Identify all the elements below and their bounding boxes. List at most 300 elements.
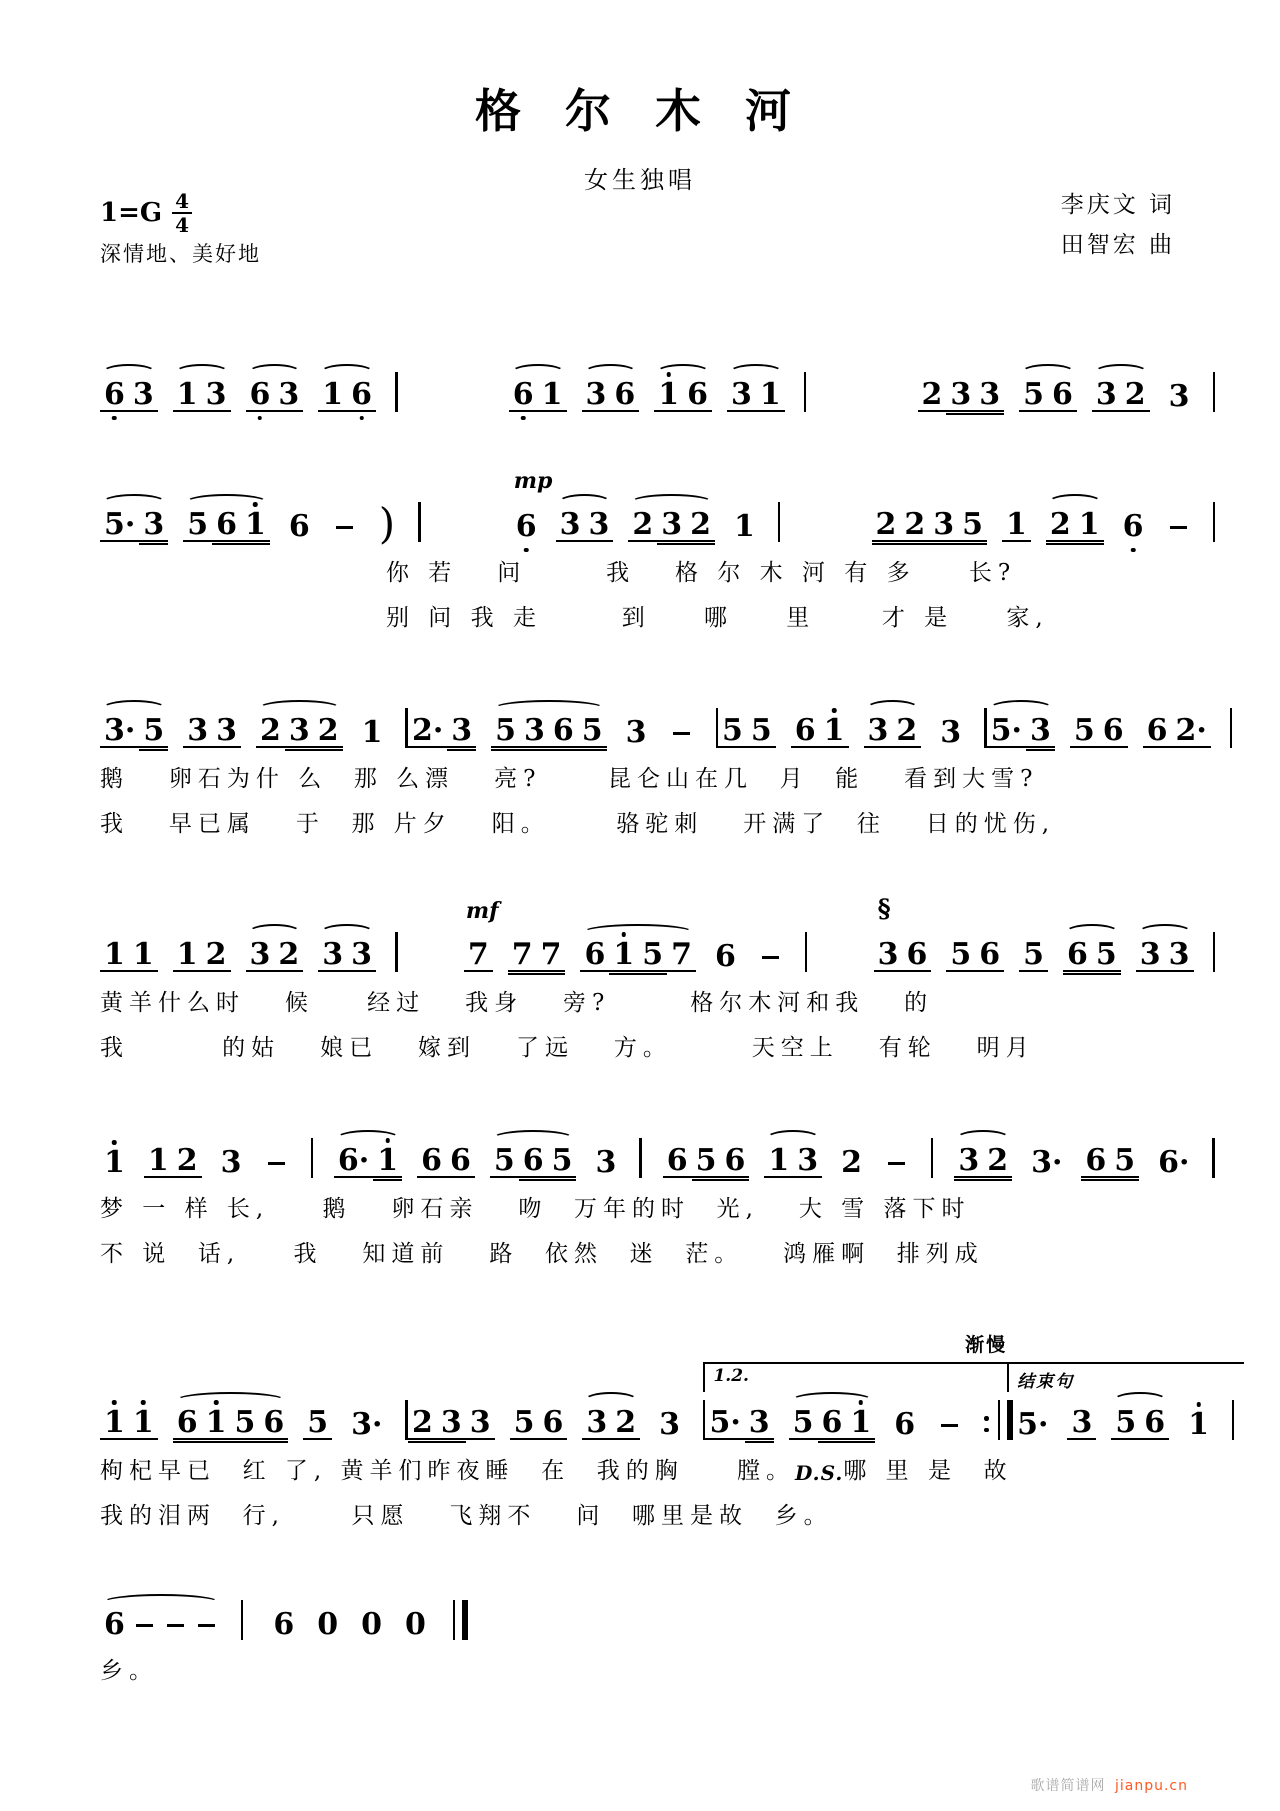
note: 6	[663, 1145, 692, 1178]
note-group	[755, 956, 786, 973]
note: 5·	[100, 509, 139, 542]
note-group	[1111, 1407, 1169, 1440]
augmentation-dot: ·	[1196, 713, 1207, 748]
note-group	[318, 939, 376, 972]
augmentation-dot: ·	[432, 713, 444, 748]
note: 1	[820, 715, 849, 748]
note: 3	[595, 1145, 617, 1180]
note: 3	[954, 1145, 983, 1178]
dash-note	[136, 1624, 153, 1628]
note: 1	[100, 1407, 129, 1440]
note: 3	[745, 1407, 774, 1440]
repeat-dot	[984, 1428, 989, 1433]
note: 6	[903, 939, 932, 972]
note: 6	[1119, 511, 1148, 542]
augmentation-dot: ·	[358, 1143, 370, 1178]
barline	[1213, 502, 1216, 542]
barline-thick	[462, 1600, 468, 1640]
note-group	[1013, 1409, 1052, 1440]
note-group	[1092, 379, 1150, 412]
note: 3	[1092, 379, 1121, 412]
note-group	[318, 379, 376, 412]
note: 1	[318, 379, 347, 412]
note-group	[1143, 715, 1211, 748]
note-group	[100, 1147, 129, 1178]
note: 2	[1046, 509, 1075, 542]
measure	[987, 708, 1233, 748]
note: 5	[303, 1407, 332, 1440]
octave-dot-above	[666, 372, 671, 377]
note: 6	[1143, 715, 1172, 748]
note: 3·	[1031, 1145, 1063, 1180]
note-group	[1027, 1147, 1066, 1178]
measure	[705, 1366, 1013, 1442]
note: 3	[437, 1407, 466, 1440]
note-group	[1081, 1145, 1139, 1178]
note: 0	[405, 1607, 426, 1642]
note: 1	[100, 1147, 129, 1178]
note-group	[408, 1407, 495, 1440]
note: 3	[466, 1407, 495, 1440]
volta-bracket	[703, 1362, 1025, 1392]
repeat-dots	[984, 1416, 989, 1432]
note-group	[556, 509, 614, 542]
note: 5·	[987, 715, 1026, 748]
measure	[100, 1138, 313, 1178]
tempo-mood: 深情地、美好地	[100, 242, 261, 266]
note-group	[285, 511, 314, 542]
note-group	[655, 1409, 684, 1440]
octave-dot-above	[214, 1400, 219, 1405]
note: 5	[718, 715, 747, 748]
note: 1	[609, 939, 638, 972]
note: 0	[361, 1607, 382, 1642]
dash-note	[198, 1624, 215, 1628]
measure	[100, 1600, 243, 1640]
note: 1	[733, 509, 755, 544]
note: 1	[100, 939, 129, 972]
note: 3	[285, 715, 314, 748]
note-group	[987, 715, 1055, 748]
note-group	[1070, 715, 1128, 748]
measure	[663, 1138, 934, 1178]
measure	[408, 1400, 706, 1440]
note-group	[261, 1162, 292, 1179]
note: 0	[317, 1607, 339, 1642]
note: 3	[139, 509, 168, 542]
note: 3	[727, 379, 756, 412]
notes-row	[100, 464, 1215, 548]
note-group	[580, 939, 696, 972]
note: 6	[446, 1145, 475, 1178]
note: 6	[512, 511, 541, 542]
octave-dot-below	[524, 548, 529, 553]
note: 6	[100, 379, 129, 412]
note: 5	[578, 715, 607, 748]
note: 6	[894, 1407, 916, 1442]
dynamic-mf: mf	[465, 898, 499, 924]
note: 6	[975, 939, 1004, 972]
note-group	[491, 715, 607, 748]
octave-dot-below	[359, 416, 364, 421]
note: 5	[548, 1145, 577, 1178]
measure	[100, 499, 421, 548]
barline	[395, 372, 398, 412]
note: 1	[764, 1145, 793, 1178]
augmentation-dot: ·	[124, 713, 136, 748]
octave-dot-above	[832, 708, 837, 713]
note: 2	[408, 1407, 437, 1440]
note-group	[874, 939, 932, 972]
augmentation-dot: ·	[124, 507, 136, 542]
note: 3	[625, 715, 647, 750]
octave-dot-above	[859, 1400, 864, 1405]
note: 3	[940, 715, 962, 750]
note: 3	[1165, 939, 1194, 972]
lyric-text: 你 若 问 我 格 尔 木 河 有 多 长?	[386, 560, 1017, 586]
note: 6	[1063, 939, 1092, 972]
note: 5	[1019, 939, 1048, 972]
note: 3	[1067, 1407, 1096, 1440]
barline-thin	[998, 1400, 1001, 1440]
barline	[1230, 708, 1233, 748]
note: 3	[1026, 715, 1055, 748]
music-system	[100, 352, 1215, 412]
lyric-line	[100, 1223, 1215, 1268]
dash-note	[1170, 526, 1187, 530]
note: 5	[1070, 715, 1099, 748]
note-group	[303, 1407, 332, 1440]
parenthesis: )	[378, 499, 396, 548]
note: 2·	[408, 715, 447, 748]
note-group	[934, 1424, 965, 1441]
note: 5	[747, 715, 776, 748]
note-group	[313, 1609, 342, 1640]
song-subtitle: 女生独唱	[584, 166, 696, 194]
note: 6	[417, 1145, 446, 1178]
lyric-text: 我的泪两 行, 只愿 飞翔不 问 哪里是故 乡。	[100, 1503, 833, 1529]
barline	[931, 1138, 934, 1178]
dynamic-mp: mp	[513, 468, 553, 494]
augmentation-dot: ·	[1038, 1407, 1049, 1442]
music-system	[100, 1580, 1215, 1685]
measure	[965, 1334, 1234, 1442]
augmentation-dot: ·	[1011, 713, 1022, 748]
note-group	[890, 1409, 919, 1440]
note: 6	[104, 1607, 125, 1642]
note-group	[711, 941, 740, 972]
note: 3	[318, 939, 347, 972]
lyric-line	[100, 1178, 1215, 1223]
octave-dot-below	[258, 416, 263, 421]
note: 3	[1168, 379, 1190, 414]
note: 6	[720, 1145, 749, 1178]
footer	[1031, 1775, 1188, 1795]
notes-row	[100, 1118, 1215, 1178]
header	[0, 0, 1280, 338]
note-group	[509, 379, 567, 412]
barline	[1213, 932, 1216, 972]
note-group	[936, 717, 965, 748]
note: 3	[129, 379, 158, 412]
volta-label: 1.2.	[713, 1366, 749, 1386]
note: 6·	[1158, 1145, 1190, 1180]
time-signature-bottom: 4	[175, 213, 190, 237]
measure	[269, 1600, 468, 1640]
note: 1	[1002, 509, 1031, 542]
note-group	[100, 715, 168, 748]
note: 3	[864, 715, 893, 748]
barline	[804, 372, 807, 412]
note: 3	[975, 379, 1004, 412]
measure	[100, 708, 408, 748]
lyric-line	[100, 1485, 1215, 1530]
lyric-line	[100, 972, 1215, 1017]
lyric-text: 哪 里 是 故	[843, 1458, 1013, 1484]
octave-dot-above	[385, 1138, 390, 1143]
note: 1	[538, 379, 567, 412]
note: 3·	[100, 715, 139, 748]
barline-thin	[453, 1600, 456, 1640]
note: 6	[1048, 379, 1077, 412]
measure	[918, 372, 1216, 412]
note-group	[1019, 379, 1077, 412]
time-signature	[172, 190, 192, 236]
barline	[639, 1138, 642, 1178]
note: 7	[464, 939, 493, 972]
note: 6	[259, 1407, 288, 1440]
note-group	[789, 1407, 876, 1440]
note: 6	[1140, 1407, 1169, 1440]
note-group	[183, 715, 241, 748]
note: 2	[1121, 379, 1150, 412]
music-system	[100, 688, 1215, 838]
note-group	[1163, 526, 1194, 543]
note-group	[1067, 1407, 1096, 1440]
note: 3	[929, 509, 958, 542]
note: 1	[173, 939, 202, 972]
note-group	[508, 939, 566, 972]
note-group	[1154, 1147, 1193, 1178]
barline	[241, 1600, 244, 1640]
lyric-text: 梦 一 样 长, 鹅 卵石亲 吻 万年的时 光, 大 雪 落下时	[100, 1196, 971, 1222]
measure	[874, 894, 1215, 972]
note-group	[666, 732, 697, 749]
notes-row	[100, 688, 1215, 748]
note: 6	[610, 379, 639, 412]
barline	[1213, 372, 1216, 412]
barline	[1212, 1138, 1215, 1178]
note: 5	[491, 715, 520, 748]
measure	[954, 1138, 1215, 1178]
lyric-text: 黄羊什么时 候 经过 我身 旁? 格尔木河和我 的	[100, 990, 934, 1016]
notes-row	[100, 1580, 1215, 1640]
barline	[418, 502, 421, 542]
note-group	[512, 511, 541, 542]
note-group	[464, 939, 493, 972]
note-group	[591, 1147, 620, 1178]
note: 1	[129, 1407, 158, 1440]
note: 6·	[334, 1145, 373, 1178]
music-system	[100, 1118, 1215, 1268]
note-group	[510, 1407, 568, 1440]
note-group	[663, 1145, 750, 1178]
note-group	[100, 939, 158, 972]
note-group	[347, 1409, 386, 1440]
note-group	[100, 1609, 222, 1640]
lyric-text: 我 的姑 娘已 嫁到 了远 方。 天空上 有轮 明月	[100, 1035, 1035, 1061]
measure	[100, 932, 398, 972]
credits	[1061, 185, 1175, 266]
note: 5	[789, 1407, 818, 1440]
segno-icon: §	[877, 894, 891, 923]
key-signature	[100, 190, 192, 236]
note-group	[100, 379, 158, 412]
measure	[872, 502, 1216, 542]
lyric-text: 鹅 卵石为什 么 那 么漂 亮? 昆仑山在几 月 能 看到大雪?	[100, 766, 1039, 792]
measure	[100, 1400, 408, 1440]
lyric-text: 不 说 话, 我 知道前 路 依然 迷 茫。 鸿雁啊 排列成	[100, 1241, 984, 1267]
note: 3	[220, 1145, 242, 1180]
note: 6	[1099, 715, 1128, 748]
note-group	[246, 379, 304, 412]
note: 3	[274, 379, 303, 412]
note: 1	[173, 379, 202, 412]
note: 2	[314, 715, 343, 748]
octave-dot-above	[1196, 1402, 1201, 1407]
footer-site-url: jianpu.cn	[1114, 1778, 1188, 1794]
note: 2	[611, 1407, 640, 1440]
note: 5	[692, 1145, 721, 1178]
note-group	[329, 526, 360, 543]
octave-dot-below	[112, 416, 117, 421]
notes-row	[100, 352, 1215, 412]
note: 6	[173, 1407, 202, 1440]
note-group	[1136, 939, 1194, 972]
lyric-line	[100, 793, 1215, 838]
note: 2	[872, 509, 901, 542]
octave-dot-below	[1131, 548, 1136, 553]
note-group	[144, 1145, 202, 1178]
note-group	[100, 509, 168, 542]
note: 2	[918, 379, 947, 412]
note-group	[727, 379, 785, 412]
lyric-text: 枸杞早已 红 了, 黄羊们昨夜睡 在 我的胸 膛。	[100, 1458, 796, 1484]
note-group	[791, 715, 849, 748]
augmentation-dot: ·	[1051, 1145, 1063, 1180]
note: 3	[946, 379, 975, 412]
note-group	[837, 1147, 866, 1178]
note: 6	[580, 939, 609, 972]
note-group	[1184, 1409, 1213, 1440]
note: 1	[373, 1145, 402, 1178]
note: 6	[509, 379, 538, 412]
lyric-line	[100, 1017, 1215, 1062]
note: 2	[983, 1145, 1012, 1178]
note: 5	[139, 715, 168, 748]
measure	[100, 372, 398, 412]
measure	[334, 1138, 642, 1178]
note: 5	[946, 939, 975, 972]
note-group	[408, 715, 476, 748]
note-group	[1119, 511, 1148, 542]
octave-dot-above	[253, 502, 258, 507]
note: 3	[657, 509, 686, 542]
note: 6	[519, 1145, 548, 1178]
dash-note	[268, 1162, 285, 1166]
note: 3	[183, 715, 212, 748]
augmentation-dot: ·	[1179, 1145, 1190, 1180]
note: 1	[846, 1407, 875, 1440]
note-group	[173, 1407, 289, 1440]
note-group	[173, 939, 231, 972]
note-group	[1002, 509, 1031, 542]
note: 6	[538, 1407, 567, 1440]
music-system	[100, 1330, 1215, 1530]
key-signature-text: 1=G	[100, 198, 163, 228]
note-group	[622, 717, 651, 748]
note: 6	[212, 509, 241, 542]
note: 6	[818, 1407, 847, 1440]
notes-row	[100, 894, 1215, 972]
note: 5	[490, 1145, 519, 1178]
ds-marking: D.S.	[795, 1461, 844, 1485]
note-group	[490, 1145, 577, 1178]
measure	[464, 898, 808, 974]
note: 1	[1075, 509, 1104, 542]
note: 3	[874, 939, 903, 972]
note: 1	[654, 379, 683, 412]
note: 3	[202, 379, 231, 412]
lyric-line	[100, 1440, 1215, 1485]
note-group	[954, 1145, 1012, 1178]
lyric-line	[100, 748, 1215, 793]
measure	[509, 372, 807, 412]
note-group	[100, 1407, 158, 1440]
note: 5	[183, 509, 212, 542]
note-group	[357, 1609, 386, 1640]
note: 2	[628, 509, 657, 542]
note: 6	[1081, 1145, 1110, 1178]
note-group	[1165, 381, 1194, 412]
lyric-line	[100, 542, 1215, 587]
note-group	[334, 1145, 402, 1178]
note: 3	[447, 715, 476, 748]
ending-bracket	[1007, 1362, 1244, 1392]
note: 3	[212, 715, 241, 748]
note: 2·	[1171, 715, 1210, 748]
note-group	[1019, 939, 1048, 972]
octave-dot-below	[521, 416, 526, 421]
measure	[408, 708, 718, 748]
note: 3	[1136, 939, 1165, 972]
lyric-text: 乡。	[100, 1658, 158, 1684]
note-group	[946, 939, 1004, 972]
dash-note	[673, 732, 690, 736]
note: 3	[659, 1407, 680, 1442]
note: 5·	[705, 1407, 744, 1440]
note: 5	[231, 1407, 260, 1440]
score	[100, 352, 1215, 1685]
note-group	[881, 1162, 912, 1179]
note: 2	[202, 939, 231, 972]
note-group	[764, 1145, 822, 1178]
note-group	[730, 511, 759, 542]
ending-label: 结束句	[1017, 1372, 1075, 1392]
note: 6	[288, 509, 310, 544]
note: 3	[556, 509, 585, 542]
note-group	[864, 715, 922, 748]
